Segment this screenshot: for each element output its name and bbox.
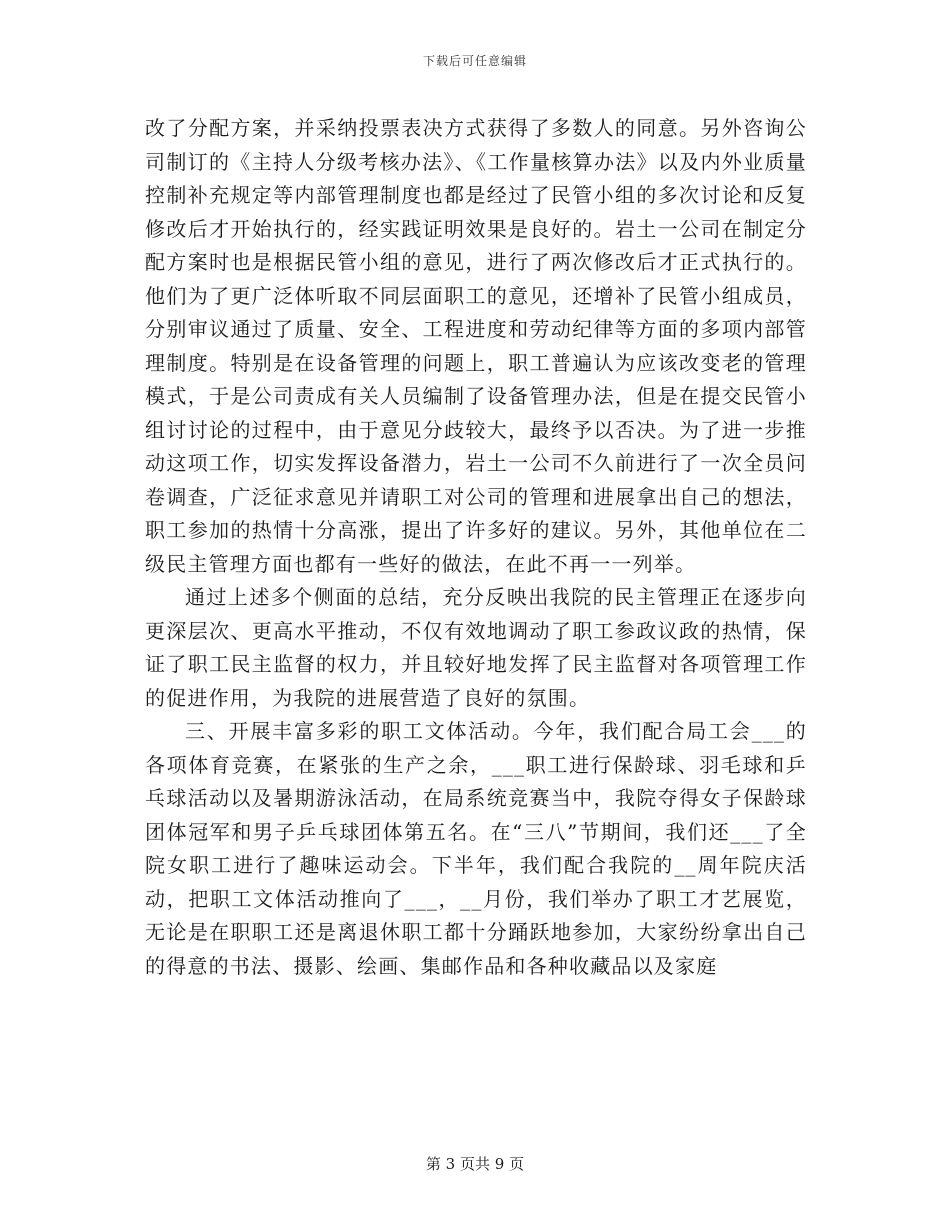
paragraph-continuation: 改了分配方案，并采纳投票表决方式获得了多数人的同意。另外咨询公司制订的《主持人分级考核办法》、《工作量核算办法》以及内外业质量控制补充规定等内部管理制度也都是经过了民管小组的多次讨论和反复修改后才开始执行的，经实践证明效果是良好的。岩土一公司在制定分配方案时也是根据民管小组的意见，进行了两次修改后才正式执行的。他们为了更广泛体听取不同层面职工的意见，还增补了民管小组成员，分别审议通过了质量、安全、工程进度和劳动纪律等方面的多项内部管理制度。特别是在设备管理的问题上，职工普遍认为应该改变老的管理模式，于是公司责成有关人员编制了设备管理办法，但是在提交民管小组讨讨论的过程中，由于意见分歧较大，最终予以否决。为了进一步推动这项工作，切实发挥设备潜力，岩土一公司不久前进行了一次全员问卷调查，广泛征求意见并请职工对公司的管理和进展拿出自己的想法，职工参加的热情十分高涨，提出了许多好的建议。另外，其他单位在二级民主管理方面也都有一些好的做法，在此不再一一列举。 xyxy=(145,116,807,576)
page-header: 下载后可任意编辑 xyxy=(422,54,527,68)
page-number: 第 3 页共 9 页 xyxy=(425,1155,525,1173)
paragraph-summary: 通过上述多个侧面的总结，充分反映出我院的民主管理正在逐步向更深层次、更高水平推动，不仅有效地调动了职工参政议政的热情，保证了职工民主监督的权力，并且较好地发挥了民主监督对各项管理工作的促进作用，为我院的进展营造了良好的氛围。 xyxy=(145,585,807,710)
document-body xyxy=(145,112,807,983)
paragraph-cultural-activities: 三、开展丰富多彩的职工文体活动。今年，我们配合局工会___的各项体育竞赛，在紧张的生产之余，___职工进行保龄球、羽毛球和乒乓球活动以及暑期游泳活动，在局系统竞赛当中，我院夺得女子保龄球团体冠军和男子乒乓球团体第五名。在“三八”节期间，我们还___了全院女职工进行了趣味运动会。下半年，我们配合我院的__周年院庆活动，把职工文体活动推向了___，__月份，我们举办了职工才艺展览，无论是在职职工还是离退休职工都十分踊跃地参加，大家纷纷拿出自己的得意的书法、摄影、绘画、集邮作品和各种收藏品以及家庭 xyxy=(145,719,807,978)
